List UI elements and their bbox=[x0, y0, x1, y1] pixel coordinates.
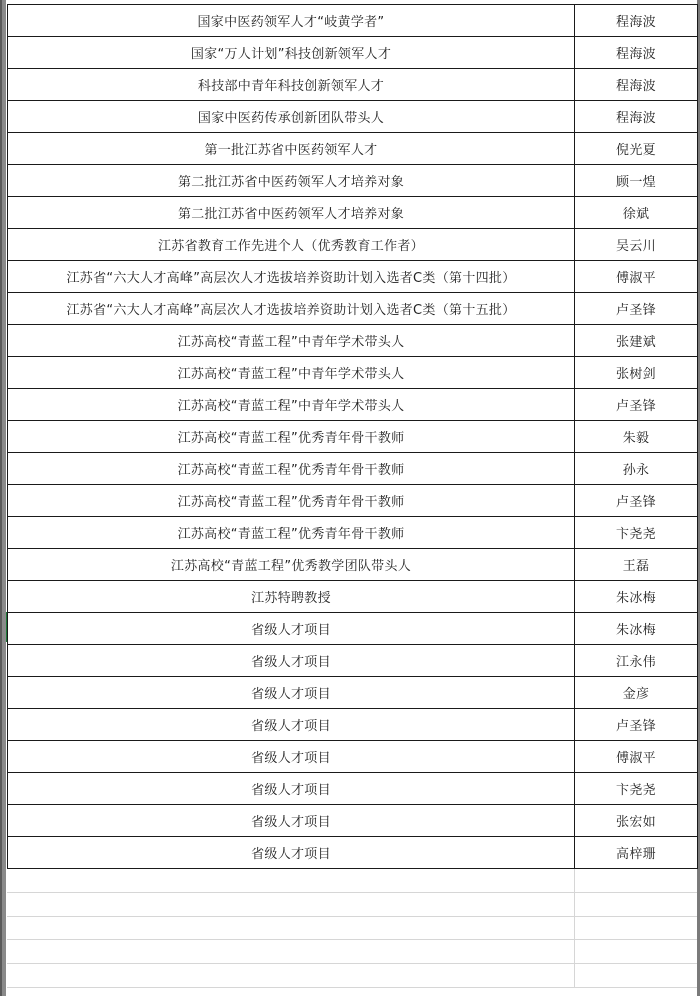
grid-column-divider bbox=[574, 893, 575, 916]
left-window-edge-shadow bbox=[0, 0, 2, 996]
table-row[interactable] bbox=[8, 133, 698, 165]
table-row[interactable] bbox=[8, 517, 698, 549]
person-name-cell[interactable]: 吴云川 bbox=[575, 229, 698, 261]
honor-title-cell[interactable]: 江苏高校“青蓝工程”优秀教学团队带头人 bbox=[8, 549, 575, 581]
table-row[interactable] bbox=[8, 613, 698, 645]
honor-title-cell[interactable]: 江苏高校“青蓝工程”优秀青年骨干教师 bbox=[8, 517, 575, 549]
empty-grid-rows bbox=[7, 869, 697, 988]
person-name-cell[interactable]: 顾一煌 bbox=[575, 165, 698, 197]
table-row[interactable] bbox=[8, 805, 698, 837]
empty-grid-row[interactable] bbox=[7, 869, 697, 893]
person-name-cell[interactable]: 卢圣锋 bbox=[575, 709, 698, 741]
honor-title-cell[interactable]: 省级人才项目 bbox=[8, 741, 575, 773]
honor-title-cell[interactable]: 江苏高校“青蓝工程”优秀青年骨干教师 bbox=[8, 453, 575, 485]
person-name-cell[interactable]: 朱冰梅 bbox=[575, 581, 698, 613]
honor-title-cell[interactable]: 江苏高校“青蓝工程”优秀青年骨干教师 bbox=[8, 485, 575, 517]
table-row[interactable] bbox=[8, 549, 698, 581]
honor-title-cell[interactable]: 第一批江苏省中医药领军人才 bbox=[8, 133, 575, 165]
table-row[interactable] bbox=[8, 293, 698, 325]
honor-title-cell[interactable]: 江苏特聘教授 bbox=[8, 581, 575, 613]
person-name-cell[interactable]: 金彦 bbox=[575, 677, 698, 709]
honor-title-cell[interactable]: 江苏省“六大人才高峰”高层次人才选拔培养资助计划入选者C类（第十四批） bbox=[8, 261, 575, 293]
table-row[interactable] bbox=[8, 229, 698, 261]
empty-grid-row[interactable] bbox=[7, 893, 697, 917]
person-name-cell[interactable]: 张宏如 bbox=[575, 805, 698, 837]
table-row[interactable] bbox=[8, 261, 698, 293]
table-row[interactable] bbox=[8, 741, 698, 773]
honor-title-cell[interactable]: 省级人才项目 bbox=[8, 613, 575, 645]
person-name-cell[interactable]: 王磊 bbox=[575, 549, 698, 581]
table-row[interactable] bbox=[8, 389, 698, 421]
table-row[interactable] bbox=[8, 645, 698, 677]
person-name-cell[interactable]: 江永伟 bbox=[575, 645, 698, 677]
table-row[interactable] bbox=[8, 421, 698, 453]
honor-title-cell[interactable]: 国家中医药领军人才“岐黄学者” bbox=[8, 5, 575, 37]
person-name-cell[interactable]: 程海波 bbox=[575, 37, 698, 69]
honor-title-cell[interactable]: 省级人才项目 bbox=[8, 805, 575, 837]
honor-title-cell[interactable]: 第二批江苏省中医药领军人才培养对象 bbox=[8, 197, 575, 229]
person-name-cell[interactable]: 卢圣锋 bbox=[575, 293, 698, 325]
empty-grid-row[interactable] bbox=[7, 964, 697, 988]
person-name-cell[interactable]: 傅淑平 bbox=[575, 741, 698, 773]
honor-title-cell[interactable]: 省级人才项目 bbox=[8, 773, 575, 805]
table-row[interactable] bbox=[8, 709, 698, 741]
table-row[interactable] bbox=[8, 165, 698, 197]
person-name-cell[interactable]: 朱冰梅 bbox=[575, 613, 698, 645]
honor-title-cell[interactable]: 省级人才项目 bbox=[8, 645, 575, 677]
person-name-cell[interactable]: 卢圣锋 bbox=[575, 389, 698, 421]
person-name-cell[interactable]: 朱毅 bbox=[575, 421, 698, 453]
person-name-cell[interactable]: 徐斌 bbox=[575, 197, 698, 229]
empty-grid-row[interactable] bbox=[7, 917, 697, 941]
honor-title-cell[interactable]: 第二批江苏省中医药领军人才培养对象 bbox=[8, 165, 575, 197]
person-name-cell[interactable]: 卞尧尧 bbox=[575, 517, 698, 549]
honor-title-cell[interactable]: 国家“万人计划”科技创新领军人才 bbox=[8, 37, 575, 69]
table-row[interactable] bbox=[8, 101, 698, 133]
honor-title-cell[interactable]: 省级人才项目 bbox=[8, 709, 575, 741]
table-row[interactable] bbox=[8, 581, 698, 613]
talent-table bbox=[7, 4, 698, 869]
table-row[interactable] bbox=[8, 485, 698, 517]
table-row[interactable] bbox=[8, 197, 698, 229]
grid-column-divider bbox=[574, 964, 575, 987]
table-row[interactable] bbox=[8, 5, 698, 37]
table-row[interactable] bbox=[8, 325, 698, 357]
grid-column-divider bbox=[574, 869, 575, 892]
honor-title-cell[interactable]: 国家中医药传承创新团队带头人 bbox=[8, 101, 575, 133]
honor-title-cell[interactable]: 省级人才项目 bbox=[8, 837, 575, 869]
grid-column-divider bbox=[574, 940, 575, 963]
person-name-cell[interactable]: 孙永 bbox=[575, 453, 698, 485]
table-row[interactable] bbox=[8, 357, 698, 389]
honor-title-cell[interactable]: 科技部中青年科技创新领军人才 bbox=[8, 69, 575, 101]
person-name-cell[interactable]: 程海波 bbox=[575, 5, 698, 37]
honor-title-cell[interactable]: 江苏省“六大人才高峰”高层次人才选拔培养资助计划入选者C类（第十五批） bbox=[8, 293, 575, 325]
table-row[interactable] bbox=[8, 677, 698, 709]
honor-title-cell[interactable]: 江苏高校“青蓝工程”优秀青年骨干教师 bbox=[8, 421, 575, 453]
table-row[interactable] bbox=[8, 453, 698, 485]
honor-title-cell[interactable]: 江苏省教育工作先进个人（优秀教育工作者） bbox=[8, 229, 575, 261]
honor-title-cell[interactable]: 江苏高校“青蓝工程”中青年学术带头人 bbox=[8, 389, 575, 421]
person-name-cell[interactable]: 张建斌 bbox=[575, 325, 698, 357]
talent-table-body bbox=[8, 5, 698, 869]
empty-grid-row[interactable] bbox=[7, 940, 697, 964]
person-name-cell[interactable]: 程海波 bbox=[575, 69, 698, 101]
table-row[interactable] bbox=[8, 837, 698, 869]
table-row[interactable] bbox=[8, 69, 698, 101]
table-row[interactable] bbox=[8, 773, 698, 805]
table-row[interactable] bbox=[8, 37, 698, 69]
person-name-cell[interactable]: 倪光夏 bbox=[575, 133, 698, 165]
honor-title-cell[interactable]: 江苏高校“青蓝工程”中青年学术带头人 bbox=[8, 325, 575, 357]
person-name-cell[interactable]: 傅淑平 bbox=[575, 261, 698, 293]
person-name-cell[interactable]: 张树剑 bbox=[575, 357, 698, 389]
person-name-cell[interactable]: 程海波 bbox=[575, 101, 698, 133]
grid-column-divider bbox=[574, 917, 575, 940]
honor-title-cell[interactable]: 江苏高校“青蓝工程”中青年学术带头人 bbox=[8, 357, 575, 389]
person-name-cell[interactable]: 卢圣锋 bbox=[575, 485, 698, 517]
person-name-cell[interactable]: 卞尧尧 bbox=[575, 773, 698, 805]
person-name-cell[interactable]: 高梓珊 bbox=[575, 837, 698, 869]
honor-title-cell[interactable]: 省级人才项目 bbox=[8, 677, 575, 709]
